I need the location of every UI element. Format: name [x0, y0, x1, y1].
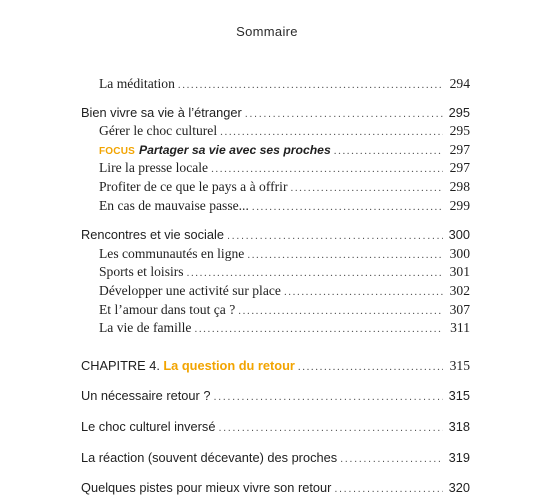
toc-leader-dots — [245, 109, 443, 120]
toc-leader-dots — [340, 454, 443, 465]
toc-section-title: Quelques pistes pour mieux vivre son retour — [81, 480, 332, 496]
toc-leader-dots — [290, 183, 443, 194]
toc-section-title: Rencontres et vie sociale — [81, 227, 224, 243]
toc-entry-title: Développer une activité sur place — [99, 282, 281, 298]
chapter-label: CHAPITRE 4. — [81, 357, 160, 373]
toc-section-rencontres[interactable] — [81, 226, 470, 245]
toc-section-pistes-retour[interactable] — [81, 479, 470, 498]
toc-leader-dots — [247, 250, 443, 261]
toc-section-bien-vivre[interactable] — [81, 104, 470, 123]
toc-entry-title: Les communautés en ligne — [99, 245, 245, 261]
toc-entry-title: Lire la presse locale — [99, 160, 209, 176]
toc-entry-amour[interactable] — [81, 301, 470, 320]
toc-page-number: 295 — [448, 104, 470, 120]
toc-leader-dots — [211, 164, 443, 175]
toc-leader-dots — [252, 202, 443, 213]
toc-leader-dots — [284, 287, 443, 298]
toc-entry-profiter-pays[interactable] — [81, 178, 470, 197]
chapter-title: La question du retour — [163, 357, 295, 373]
toc-entry-title: La vie de famille — [99, 320, 192, 336]
toc-entry-title: Sports et loisirs — [99, 264, 184, 280]
toc-page-number: 298 — [449, 178, 470, 194]
toc-entry-title: Et l’amour dans tout ça ? — [99, 301, 236, 317]
toc-leader-dots — [334, 484, 443, 495]
toc-leader-dots — [178, 80, 443, 91]
toc-page-number: 315 — [449, 357, 470, 373]
toc-chapter-4[interactable] — [81, 357, 470, 376]
toc-page-number: 297 — [449, 141, 470, 157]
toc-leader-dots — [298, 362, 443, 373]
toc-section-title: Le choc culturel inversé — [81, 418, 216, 434]
toc-leader-dots — [187, 268, 443, 279]
toc-entry-sports-loisirs[interactable] — [81, 263, 470, 282]
toc-entry-title: Gérer le choc culturel — [99, 123, 218, 139]
toc-section-reaction-proches[interactable] — [81, 449, 470, 468]
toc-entry-title: En cas de mauvaise passe... — [99, 197, 249, 213]
toc-entry-choc-culturel[interactable] — [81, 122, 470, 141]
toc-entry-title — [99, 141, 331, 162]
focus-badge: FOCUS — [99, 145, 135, 157]
toc-leader-dots — [227, 231, 443, 242]
toc-leader-dots — [213, 392, 443, 403]
toc-page-number: 297 — [449, 160, 470, 176]
toc-page-number: 300 — [449, 245, 470, 261]
toc-leader-dots — [334, 146, 443, 157]
toc-leader-dots — [218, 423, 443, 434]
toc-leader-dots — [194, 324, 443, 335]
toc-leader-dots — [220, 127, 443, 138]
toc-page-number: 300 — [448, 227, 470, 243]
toc-page-number: 295 — [449, 123, 470, 139]
table-of-contents — [81, 75, 470, 498]
toc-page-number: 307 — [449, 301, 470, 317]
focus-title: Partager sa vie avec ses proches — [139, 142, 331, 157]
toc-page-number: 294 — [449, 76, 470, 91]
toc-entry-focus-partager[interactable] — [81, 141, 470, 160]
toc-page-number: 311 — [450, 320, 470, 336]
toc-chapter-title — [81, 357, 295, 376]
toc-page-number: 318 — [448, 418, 470, 434]
toc-entry-title: Profiter de ce que le pays a à offrir — [99, 178, 288, 194]
toc-page-number: 319 — [448, 449, 470, 465]
toc-page-number: 315 — [448, 388, 470, 404]
toc-section-necessaire-retour[interactable] — [81, 387, 470, 406]
toc-entry-mauvaise-passe[interactable] — [81, 197, 470, 216]
toc-entry-communautes[interactable] — [81, 245, 470, 264]
toc-page-number: 302 — [449, 282, 470, 298]
toc-section-choc-inverse[interactable] — [81, 418, 470, 437]
toc-entry-developper-activite[interactable] — [81, 282, 470, 301]
toc-section-title: La réaction (souvent décevante) des proches — [81, 449, 338, 465]
toc-page-number: 299 — [449, 197, 470, 213]
toc-section-title: Un nécessaire retour ? — [81, 388, 211, 404]
toc-page-number: 320 — [448, 480, 470, 496]
toc-entry-meditation[interactable] — [81, 75, 470, 94]
toc-leader-dots — [238, 306, 443, 317]
toc-entry-presse-locale[interactable] — [81, 159, 470, 178]
page-header: Sommaire — [236, 24, 298, 39]
toc-section-title: Bien vivre sa vie à l’étranger — [81, 104, 242, 120]
toc-entry-vie-famille[interactable] — [81, 319, 470, 338]
toc-page-number: 301 — [449, 264, 470, 280]
toc-entry-title: La méditation — [99, 76, 175, 91]
